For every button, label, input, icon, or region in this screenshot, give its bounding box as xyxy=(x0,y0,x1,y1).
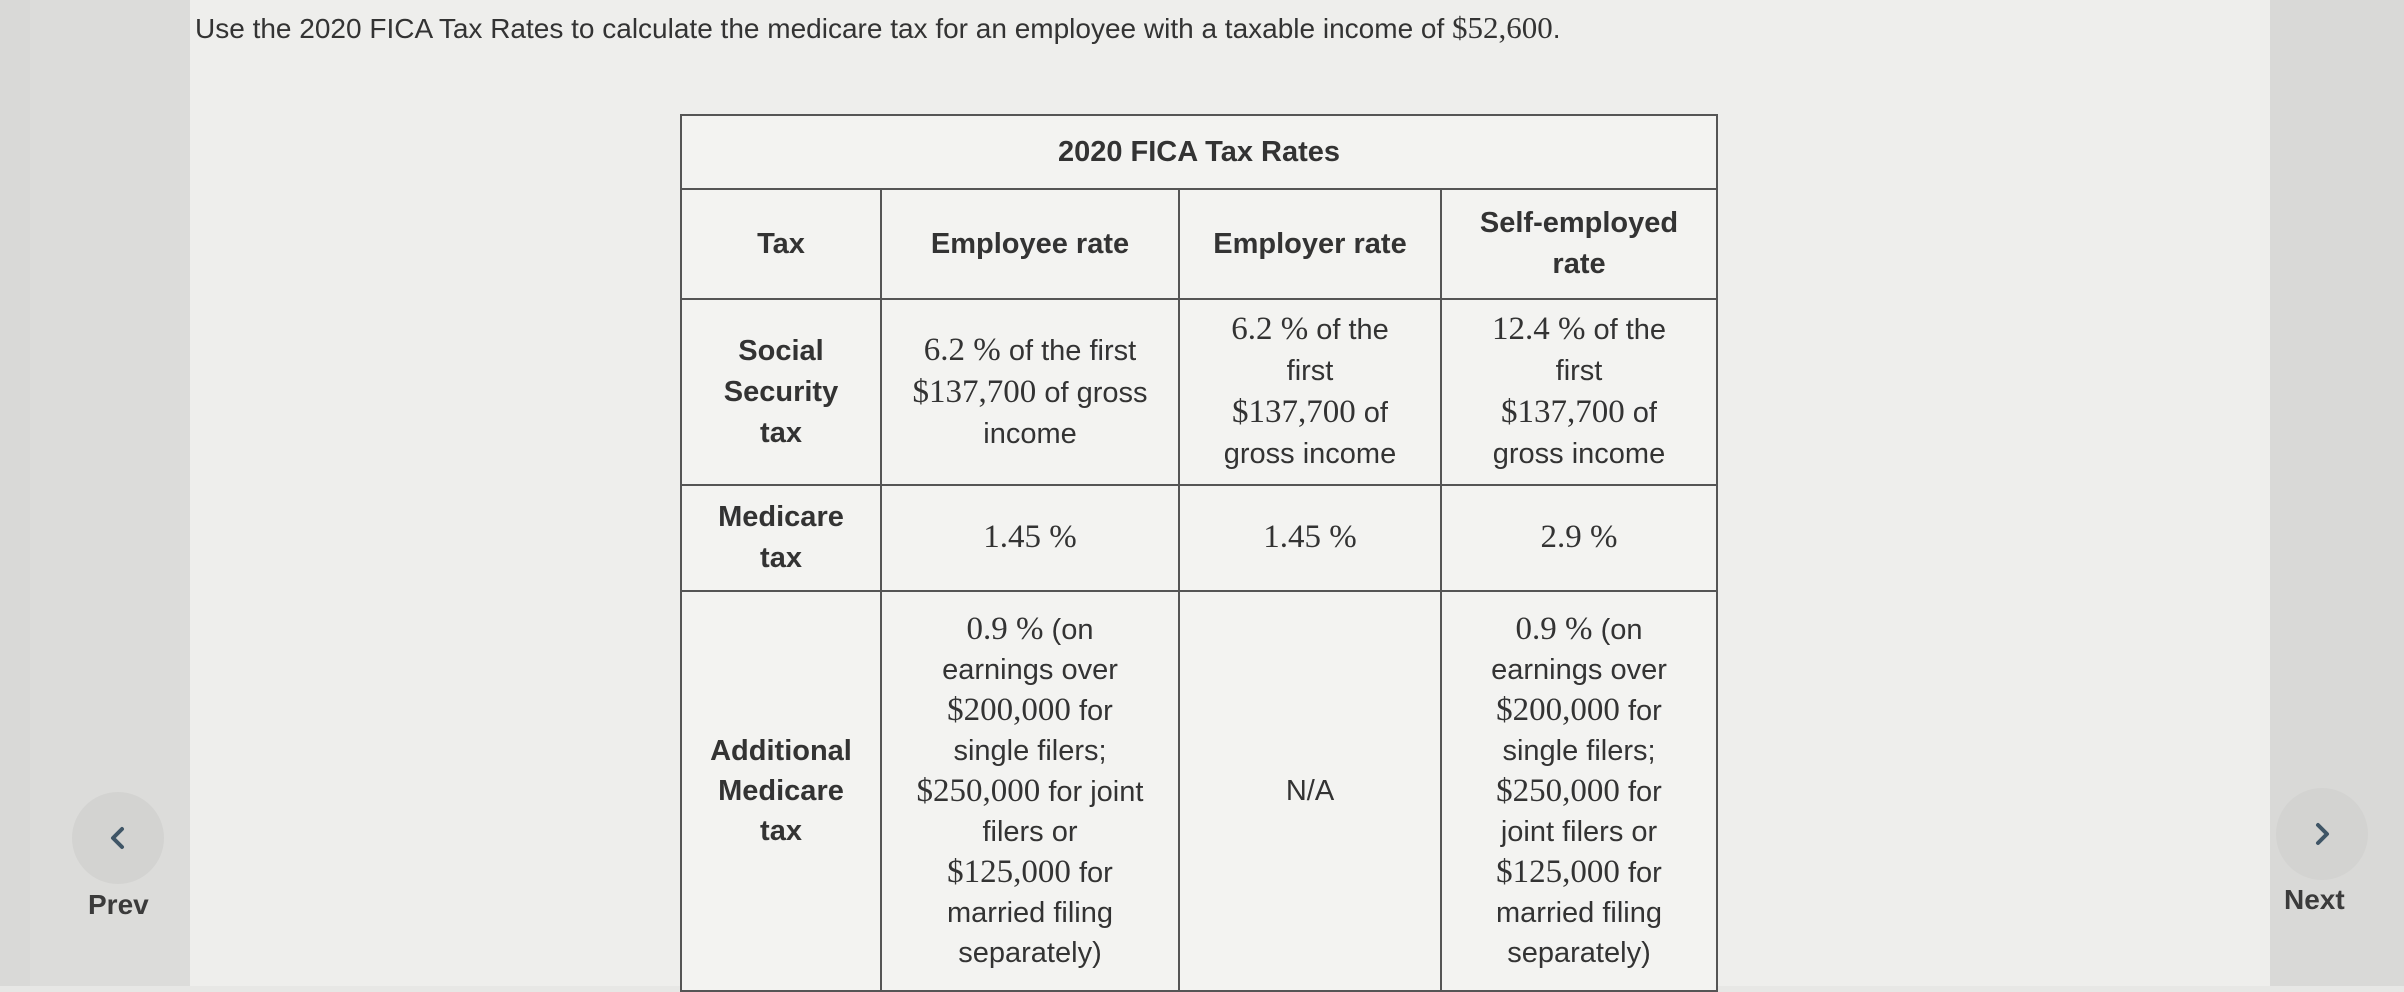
column-header-self-employed-rate: Self-employed rate xyxy=(1441,189,1717,299)
prev-button[interactable] xyxy=(72,792,164,884)
next-button[interactable] xyxy=(2276,788,2368,880)
next-label[interactable]: Next xyxy=(2284,884,2345,915)
social-security-self-employed-rate: 12.4 % of the first $137,700 of gross income xyxy=(1441,299,1717,485)
fica-tax-rates-table xyxy=(680,114,1718,992)
medicare-self-employed-rate: 2.9 % xyxy=(1441,485,1717,591)
additional-medicare-employee-rate: 0.9 % (on earnings over $200,000 for single filers; $250,000 for joint filers or $125,000 for married filing separately) xyxy=(881,591,1179,991)
row-label-additional-medicare: Additional Medicare tax xyxy=(681,591,881,991)
row-label-medicare: Medicare tax xyxy=(681,485,881,591)
table-title: 2020 FICA Tax Rates xyxy=(681,115,1717,189)
column-header-employee-rate: Employee rate xyxy=(881,189,1179,299)
medicare-employer-rate: 1.45 % xyxy=(1179,485,1441,591)
column-header-tax: Tax xyxy=(681,189,881,299)
left-gutter xyxy=(0,0,30,986)
row-label-social-security: Social Security tax xyxy=(681,299,881,485)
table-row xyxy=(681,591,1717,991)
prev-label[interactable]: Prev xyxy=(88,889,149,920)
column-header-employer-rate: Employer rate xyxy=(1179,189,1441,299)
additional-medicare-employer-rate: N/A xyxy=(1179,591,1441,991)
table-row xyxy=(681,299,1717,485)
table-row xyxy=(681,485,1717,591)
medicare-employee-rate: 1.45 % xyxy=(881,485,1179,591)
social-security-employer-rate: 6.2 % of the first $137,700 of gross income xyxy=(1179,299,1441,485)
additional-medicare-self-employed-rate: 0.9 % (on earnings over $200,000 for single filers; $250,000 for joint filers or $125,000 for married filing separately) xyxy=(1441,591,1717,991)
chevron-right-icon xyxy=(2307,819,2337,849)
chevron-left-icon xyxy=(103,823,133,853)
income-amount: $52,600 xyxy=(1452,10,1553,45)
question-text: Use the 2020 FICA Tax Rates to calculate the medicare tax for an employee with a taxable income of $52,600. xyxy=(195,10,1561,45)
social-security-employee-rate: 6.2 % of the first $137,700 of gross income xyxy=(881,299,1179,485)
